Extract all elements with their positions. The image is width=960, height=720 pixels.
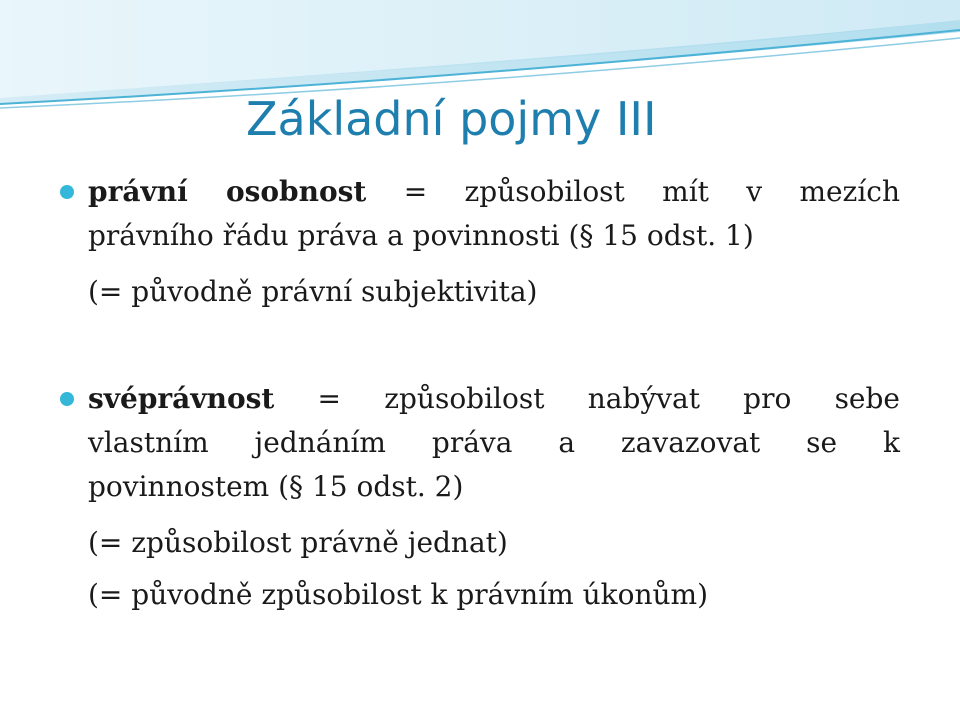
bullet-1-text: [88, 170, 900, 258]
slide-title: Základní pojmy III: [246, 92, 657, 146]
bullet-1-marker: [60, 185, 74, 199]
bullet-2-text: [88, 377, 900, 509]
bullet-2-marker: [60, 392, 74, 406]
bullet-2-line-3: povinnostem (§ 15 odst. 2): [88, 470, 464, 503]
bullet-2-note-1: (= způsobilost právně jednat): [88, 526, 508, 559]
bullet-2-note-2: (= původně způsobilost k právním úkonům): [88, 578, 709, 611]
term-svepravnost: svéprávnost: [88, 382, 275, 415]
bullet-1-line-2: právního řádu práva a povinnosti (§ 15 odst. 1): [88, 219, 754, 252]
term-pravni-osobnost: právní osobnost: [88, 175, 367, 208]
bullet-2-line-1: [88, 377, 900, 421]
definition-1-start: = způsobilost mít v mezích: [366, 175, 900, 208]
bullet-1-note: (= původně právní subjektivita): [88, 275, 538, 308]
definition-2-start: = způsobilost nabývat pro sebe: [274, 382, 900, 415]
bullet-1-line-1: [88, 170, 900, 214]
bullet-2-line-2: vlastním jednáním práva a zavazovat se k: [88, 426, 900, 459]
